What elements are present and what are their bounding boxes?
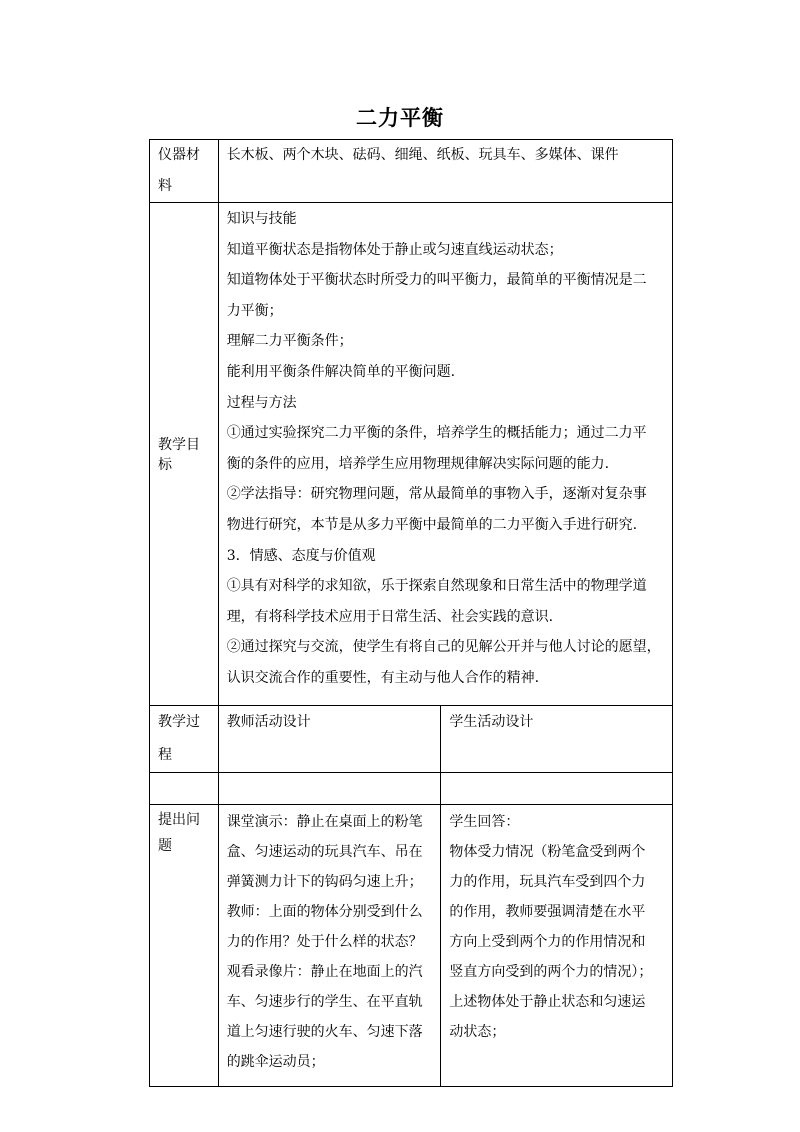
teacher-line: 教师：上面的物体分别受到什么: [226, 904, 423, 920]
empty-cell: [441, 773, 673, 805]
question-row: [150, 805, 673, 1087]
objectives-label: 教学目标: [150, 203, 219, 706]
student-line: 动状态；: [449, 1024, 506, 1040]
objective-line: 理，有将科学技术应用于日常生活、社会实践的意识.: [226, 608, 554, 625]
materials-label: 仪器材料: [150, 140, 219, 203]
student-line: 竖直方向受到的两个力的情况）；: [449, 964, 653, 980]
empty-cell: [218, 773, 441, 805]
process-label: 教学过程: [150, 706, 219, 773]
objective-line: 力平衡；: [226, 302, 283, 319]
objective-line: 过程与方法: [226, 394, 297, 411]
objective-line: ①通过实验探究二力平衡的条件，培养学生的概括能力；通过二力平: [226, 425, 647, 442]
objective-line: 认识交流合作的重要性，有主动与他人合作的精神.: [226, 669, 540, 686]
objective-line: 3．情感、态度与价值观: [226, 547, 376, 564]
teacher-line: 观看录像片：静止在地面上的汽: [226, 964, 423, 980]
empty-cell: [150, 773, 219, 805]
teacher-header: 教师活动设计: [218, 706, 441, 773]
student-line: 上述物体处于静止状态和匀速运: [449, 994, 646, 1010]
teacher-line: 力的作用？处于什么样的状态？: [226, 934, 423, 950]
page-title: 二力平衡: [356, 106, 444, 130]
student-activity: [441, 805, 673, 1087]
teacher-line: 课堂演示：静止在桌面上的粉笔: [226, 814, 423, 830]
objective-line: 知道平衡状态是指物体处于静止或匀速直线运动状态；: [226, 241, 563, 258]
student-line: 物体受力情况（粉笔盒受到两个: [449, 844, 646, 860]
teacher-line: 盒、匀速运动的玩具汽车、吊在: [226, 844, 423, 860]
objective-line: 物进行研究，本节是从多力平衡中最简单的二力平衡入手进行研究.: [226, 516, 638, 533]
objectives-row: [150, 203, 673, 706]
student-line: 力的作用，玩具汽车受到四个力: [449, 874, 646, 890]
student-line: 方向上受到两个力的作用情况和: [449, 934, 646, 950]
objective-line: ②通过探究与交流，使学生有将自己的见解公开并与他人讨论的愿望，: [226, 639, 661, 656]
objective-line: ①具有对科学的求知欲，乐于探索自然现象和日常生活中的物理学道: [226, 578, 647, 595]
lesson-plan-table: [149, 139, 673, 1087]
objective-line: ②学法指导：研究物理问题，常从最简单的事物入手，逐渐对复杂事: [226, 486, 647, 503]
objective-line: 衡的条件的应用，培养学生应用物理规律解决实际问题的能力.: [226, 455, 610, 472]
question-label: 提出问题: [150, 805, 219, 1087]
teacher-line: 道上匀速行驶的火车、匀速下落: [226, 1024, 423, 1040]
objectives-content: [218, 203, 672, 706]
teacher-line: 的跳伞运动员；: [226, 1054, 325, 1070]
materials-row: [150, 140, 673, 203]
objective-line: 理解二力平衡条件；: [226, 333, 353, 350]
empty-row: [150, 773, 673, 805]
teacher-activity: [218, 805, 441, 1087]
objective-line: 知道物体处于平衡状态时所受力的叫平衡力，最简单的平衡情况是二: [226, 272, 647, 289]
teacher-line: 车、匀速步行的学生、在平直轨: [226, 994, 423, 1010]
materials-value: 长木板、两个木块、砝码、细绳、纸板、玩具车、多媒体、课件: [218, 140, 672, 203]
student-header: 学生活动设计: [441, 706, 673, 773]
objective-line: 能利用平衡条件解决简单的平衡问题.: [226, 363, 456, 380]
teacher-line: 弹簧测力计下的钩码匀速上升；: [226, 874, 423, 890]
student-line: 的作用，教师要强调清楚在水平: [449, 904, 646, 920]
objective-line: 知识与技能: [226, 211, 297, 227]
student-line: 学生回答：: [449, 814, 520, 830]
process-header-row: [150, 706, 673, 773]
